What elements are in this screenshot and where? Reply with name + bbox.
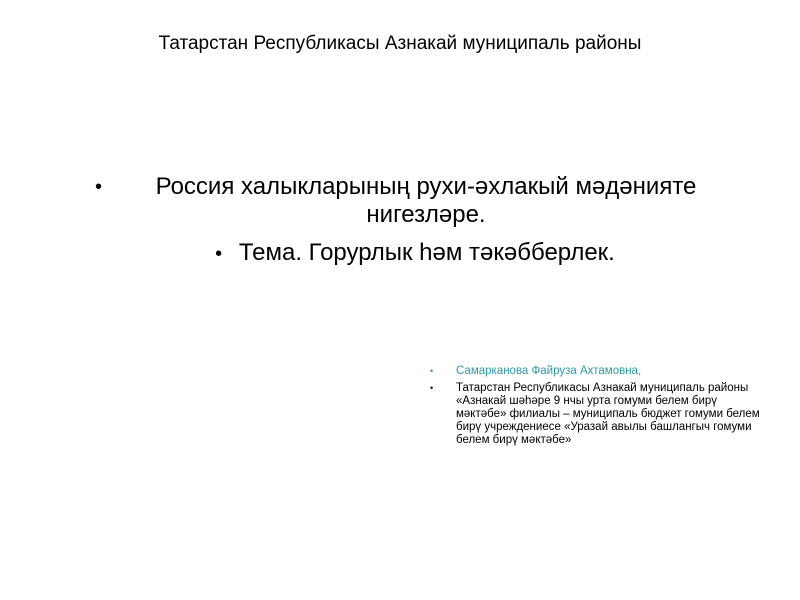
bullet-icon: • xyxy=(430,383,434,393)
main-point-subject xyxy=(95,173,735,229)
author-name-item xyxy=(430,365,760,378)
bullet-icon: • xyxy=(430,366,434,376)
main-point-text: Россия халыкларының рухи-әхлакый мәдәнияте нигезләре. xyxy=(155,173,697,228)
main-point-text: Тема. Горурлык һәм тәкәбберлек. xyxy=(238,239,615,266)
author-info-list xyxy=(430,365,760,451)
author-details: Татарстан Республикасы Азнакай муниципаль районы «Азнакай шәһәре 9 нчы урта гомуми белем бирү мәктәбе» филиалы – муниципаль бюджет гомуми белем бирү учреждениесе «Уразай авылы башлангыч гомуми белем бирү мәктәбе» xyxy=(456,382,760,446)
main-points-list xyxy=(95,173,735,278)
bullet-icon: • xyxy=(95,176,103,198)
bullet-icon: • xyxy=(215,243,223,265)
slide-title: Татарстан Республикасы Азнакай муниципаль районы xyxy=(158,33,642,54)
author-name: Самарканова Файруза Ахтамовна, xyxy=(456,365,642,377)
main-point-topic xyxy=(95,239,735,268)
author-details-item xyxy=(430,382,760,447)
